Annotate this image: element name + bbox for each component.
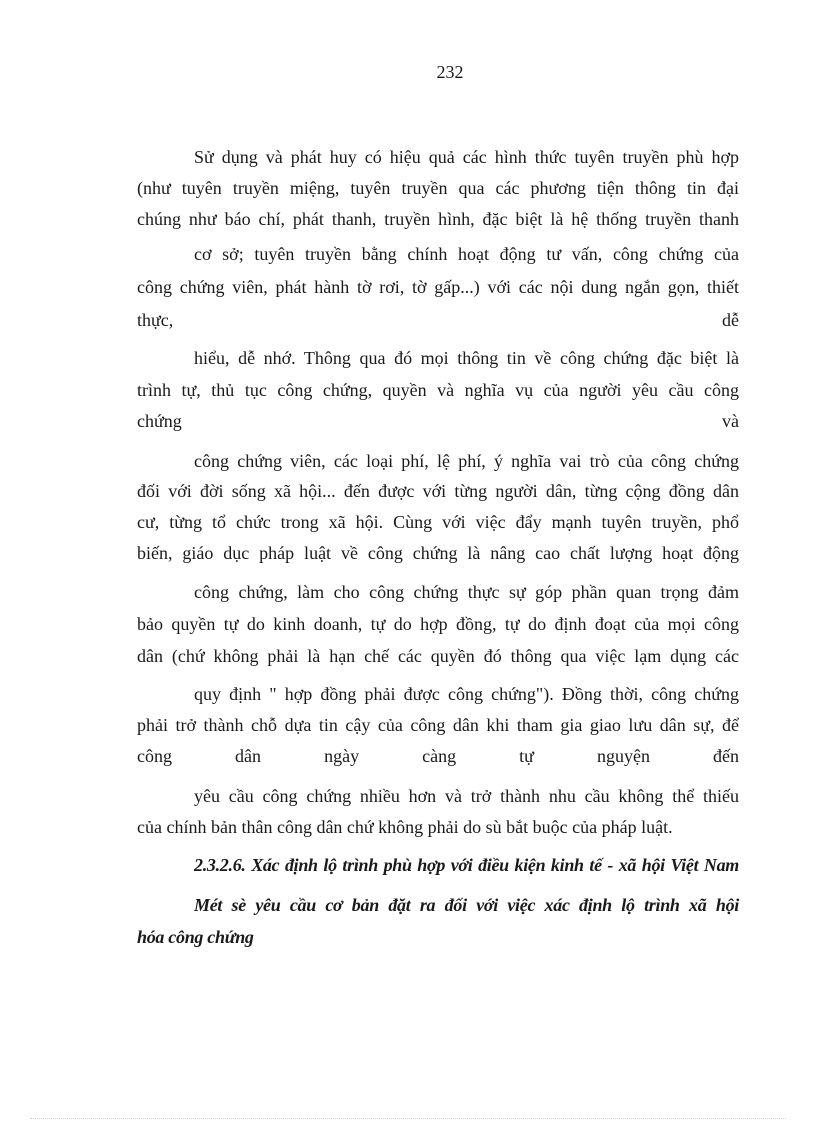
text-line: trình tự, thủ tục công chứng, quyền và nghĩa vụ của người yêu cầu công	[137, 380, 739, 400]
text-line: công dân ngày càng tự nguyện đến	[137, 746, 739, 766]
text-line: chúng như báo chí, phát thanh, truyền hình, đặc biệt là hệ thống truyền thanh	[137, 209, 739, 229]
subsection-heading: Mét sè yêu cầu cơ bản đặt ra đối với việc xác định lộ trình xã hội	[194, 895, 739, 915]
section-heading: 2.3.2.6. Xác định lộ trình phù hợp với điều kiện kinh tế - xã hội Việt Nam	[194, 855, 739, 875]
page-number: 232	[436, 62, 464, 82]
text-line: công chứng viên, phát hành tờ rơi, tờ gấp...) với các nội dung ngắn gọn, thiết	[137, 277, 739, 297]
text-line: cơ sở; tuyên truyền bằng chính hoạt động tư vấn, công chứng của	[194, 244, 739, 264]
text-line: công chứng viên, các loại phí, lệ phí, ý nghĩa vai trò của công chứng	[194, 451, 739, 471]
text-line: biến, giáo dục pháp luật về công chứng là nâng cao chất lượng hoạt động	[137, 543, 739, 563]
text-line: Sử dụng và phát huy có hiệu quả các hình thức tuyên truyền phù hợp	[194, 147, 739, 167]
page-bottom-rule	[30, 1118, 786, 1119]
text-line: chứng và	[137, 411, 739, 431]
text-line: bảo quyền tự do kinh doanh, tự do hợp đồng, tự do định đoạt của mọi công	[137, 614, 739, 634]
text-line: quy định " hợp đồng phải được công chứng"). Đồng thời, công chứng	[194, 684, 739, 704]
text-line: dân (chứ không phải là hạn chế các quyền đó thông qua việc lạm dụng các	[137, 646, 739, 666]
text-line: phải trở thành chỗ dựa tin cậy của công dân khi tham gia giao lưu dân sự, để	[137, 715, 739, 735]
text-line: thực, dễ	[137, 310, 739, 330]
text-line: đối với đời sống xã hội... đến được với từng người dân, từng cộng đồng dân	[137, 481, 739, 501]
text-line: của chính bản thân công dân chứ không phải do sù bắt buộc của pháp luật.	[137, 817, 673, 837]
text-line: yêu cầu công chứng nhiều hơn và trở thành nhu cầu không thể thiếu	[194, 786, 739, 806]
text-line: (như tuyên truyền miệng, tuyên truyền qua các phương tiện thông tin đại	[137, 178, 739, 198]
text-line: hiểu, dễ nhớ. Thông qua đó mọi thông tin về công chứng đặc biệt là	[194, 348, 739, 368]
subsection-heading-continued: hóa công chứng	[137, 927, 254, 947]
text-line: cư, từng tổ chức trong xã hội. Cùng với việc đẩy mạnh tuyên truyền, phổ	[137, 512, 739, 532]
text-line: công chứng, làm cho công chứng thực sự góp phần quan trọng đảm	[194, 582, 739, 602]
